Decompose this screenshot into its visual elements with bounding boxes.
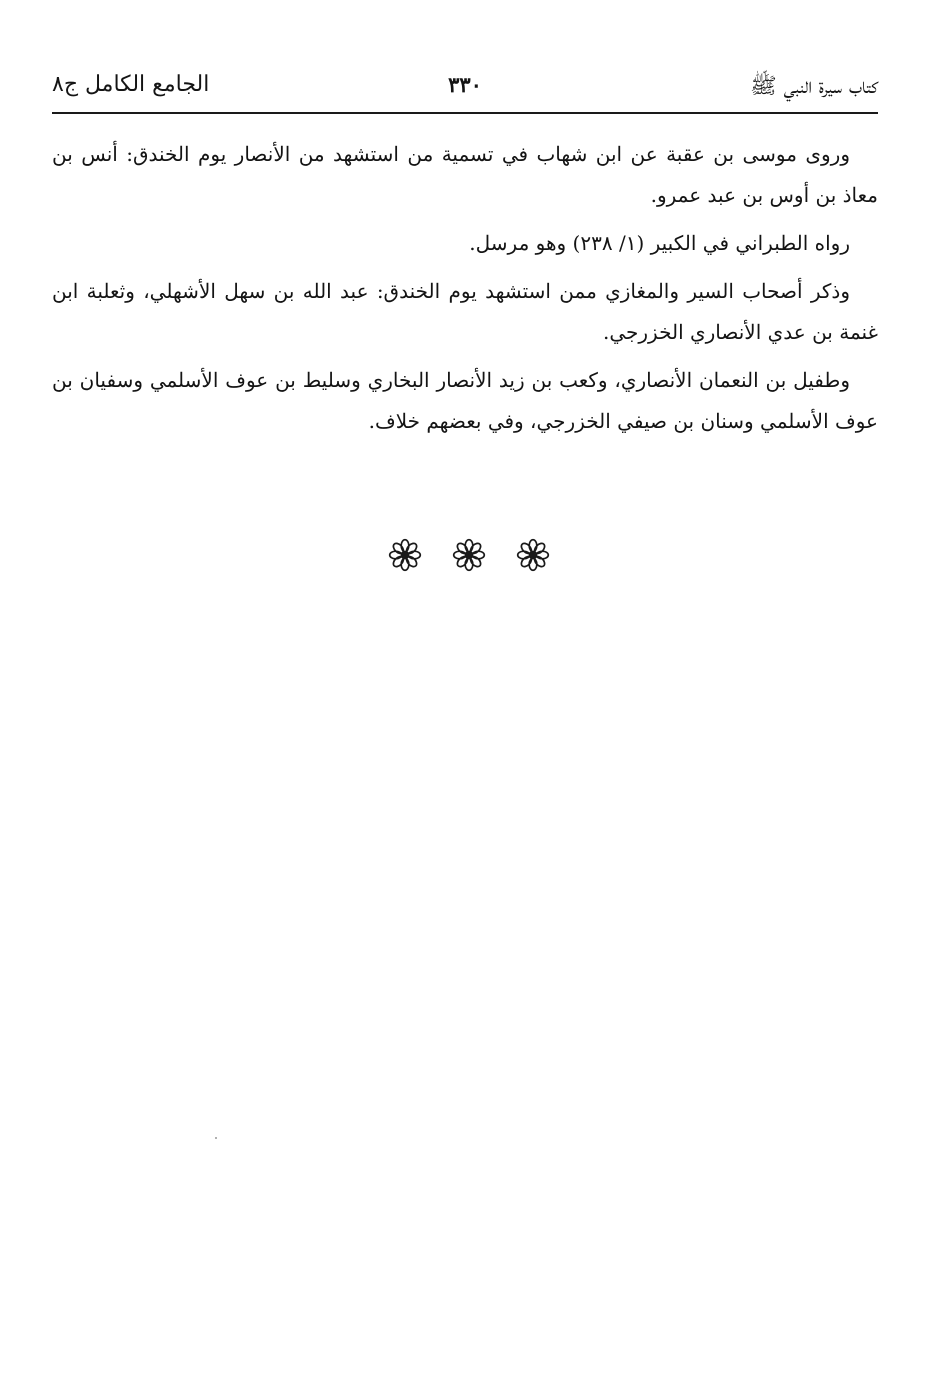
- page-number: ٣٣٠: [448, 72, 482, 97]
- scan-speck: [215, 1137, 217, 1139]
- running-header: [52, 68, 878, 108]
- paragraph: رواه الطبراني في الكبير (١/ ٢٣٨) وهو مرسل.: [469, 231, 850, 255]
- book-title: كتاب سيرة النبي ﷺ: [750, 74, 878, 99]
- section-end-ornaments: [0, 538, 938, 578]
- paragraph: وطفيل بن النعمان الأنصاري، وكعب بن زيد الأنصار البخاري وسليط بن عوف الأسلمي وسفيان بن عوف الأسلمي وسنان بن صيفي الخزرجي، وفي بعضهم خلاف.: [52, 368, 878, 433]
- header-divider: [52, 112, 878, 114]
- paragraph: وذكر أصحاب السير والمغازي ممن استشهد يوم الخندق: عبد الله بن سهل الأشهلي، وثعلبة ابن غنمة بن عدي الأنصاري الخزرجي.: [52, 279, 878, 344]
- page-body: [52, 134, 878, 449]
- floral-ornament-icon: [516, 538, 550, 572]
- floral-ornament-icon: [452, 538, 486, 572]
- paragraph: وروى موسى بن عقبة عن ابن شهاب في تسمية من استشهد من الأنصار يوم الخندق: أنس بن معاذ بن أوس بن عبد عمرو.: [52, 142, 878, 207]
- floral-ornament-icon: [388, 538, 422, 572]
- collection-title: الجامع الكامل ج٨: [52, 72, 210, 97]
